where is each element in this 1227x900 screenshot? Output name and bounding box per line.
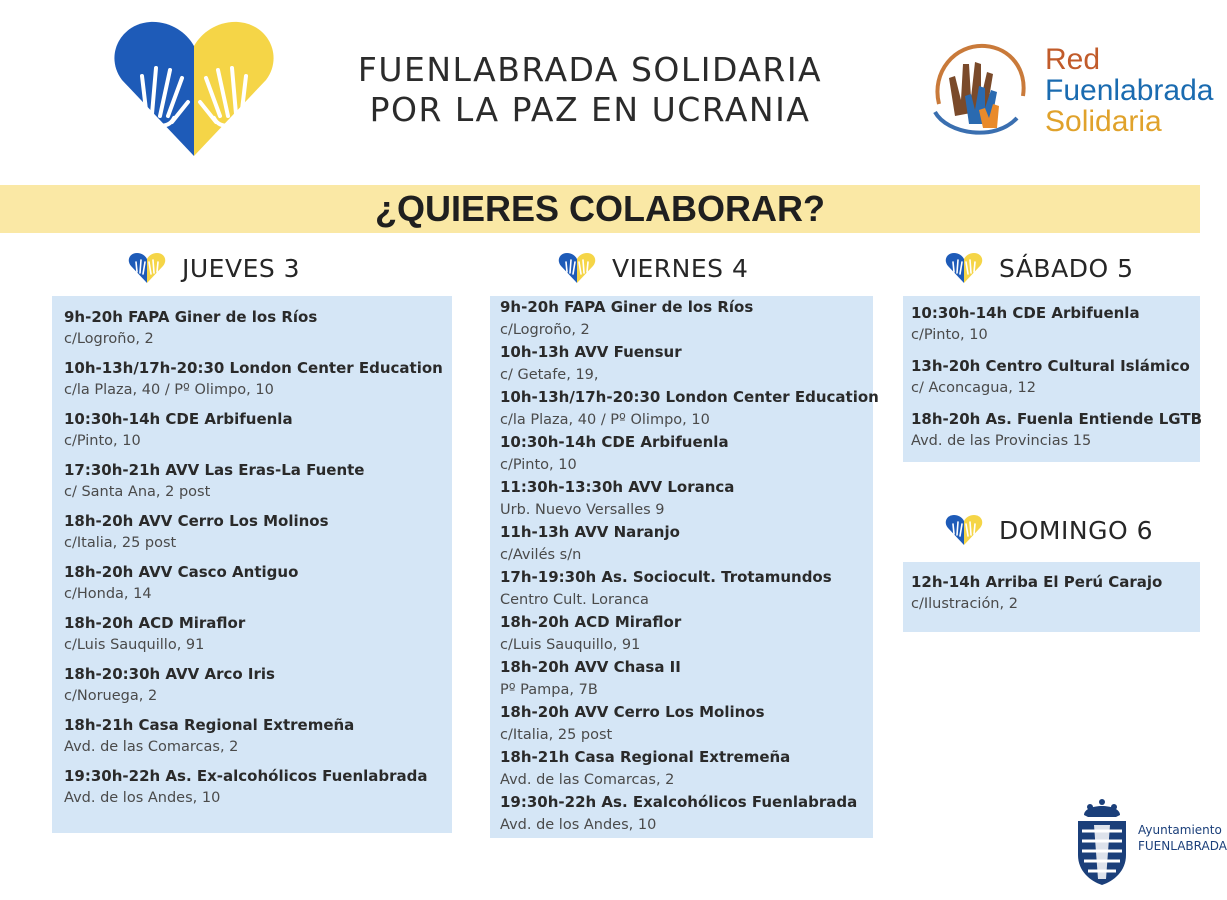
day-header-jueves [128, 250, 300, 286]
day-header-viernes [558, 250, 748, 286]
entry-address: c/la Plaza, 40 / Pº Olimpo, 10 [64, 382, 274, 398]
entry-address: Avd. de las Comarcas, 2 [500, 771, 675, 788]
entry-time-venue: 11:30h-13:30h AVV Loranca [500, 478, 735, 496]
entry-time-venue: 13h-20h Centro Cultural Islámico [911, 357, 1190, 375]
entry-time-venue: 17h-19:30h As. Sociocult. Trotamundos [500, 568, 832, 586]
schedule-panel-domingo [903, 562, 1200, 632]
schedule-entry [500, 611, 873, 656]
entry-address: Pº Pampa, 7B [500, 681, 598, 698]
red-logo-line-1: Red [1045, 43, 1101, 76]
entry-time-venue: 18h-20h AVV Casco Antiguo [64, 563, 299, 581]
entry-address: c/Logroño, 2 [64, 331, 154, 347]
schedule-entry [500, 566, 873, 611]
entry-time-venue: 18h-20h AVV Cerro Los Molinos [64, 512, 329, 530]
banner-title: ¿QUIERES COLABORAR? [375, 188, 825, 229]
ayuntamiento-line-1: Ayuntamiento [1138, 823, 1222, 837]
heart-hands-icon [128, 252, 166, 284]
day-header-sabado [945, 250, 1133, 286]
entry-address: Avd. de las Comarcas, 2 [64, 739, 239, 755]
entry-time-venue: 10h-13h AVV Fuensur [500, 343, 682, 361]
entry-time-venue: 18h-20h AVV Chasa II [500, 658, 681, 676]
schedule-entry [500, 521, 873, 566]
entry-address: c/ Aconcagua, 12 [911, 380, 1036, 396]
entry-time-venue: 18h-21h Casa Regional Extremeña [500, 748, 791, 766]
heart-hands-icon [558, 252, 596, 284]
schedule-entry [64, 612, 452, 656]
entry-time-venue: 19:30h-22h As. Ex-alcohólicos Fuenlabrada [64, 767, 428, 785]
title-line-1: FUENLABRADA SOLIDARIA [357, 50, 823, 89]
entry-address: c/Luis Sauquillo, 91 [64, 637, 205, 653]
ayuntamiento-wordmark [1138, 822, 1227, 854]
entry-address: Centro Cult. Loranca [500, 591, 649, 608]
entry-address: Urb. Nuevo Versalles 9 [500, 501, 665, 518]
entry-address: c/Pinto, 10 [911, 327, 988, 343]
ayuntamiento-crest-icon [1072, 795, 1132, 887]
entry-address: c/Luis Sauquillo, 91 [500, 636, 641, 653]
entry-time-venue: 18h-20h AVV Cerro Los Molinos [500, 703, 765, 721]
entry-address: c/Noruega, 2 [64, 688, 158, 704]
schedule-entry [64, 510, 452, 554]
heart-hands-icon [945, 252, 983, 284]
ayuntamiento-line-2: FUENLABRADA [1138, 839, 1227, 853]
entry-time-venue: 10:30h-14h CDE Arbifuenla [500, 433, 729, 451]
entry-time-venue: 18h-21h Casa Regional Extremeña [64, 716, 355, 734]
entry-address: c/Italia, 25 post [64, 535, 177, 551]
entry-address: c/Ilustración, 2 [911, 596, 1018, 612]
entry-address: c/ Getafe, 19, [500, 366, 599, 383]
day-label: JUEVES 3 [182, 253, 301, 283]
schedule-entry [500, 746, 873, 791]
entry-time-venue: 18h-20h As. Fuenla Entiende LGTB [911, 410, 1203, 428]
entry-address: c/Italia, 25 post [500, 726, 613, 743]
schedule-entry [911, 302, 1200, 346]
schedule-panel-jueves [52, 296, 452, 833]
schedule-entry [500, 476, 873, 521]
schedule-entry [64, 459, 452, 503]
schedule-entry [500, 341, 873, 386]
schedule-entry [911, 571, 1200, 615]
schedule-entry [911, 355, 1200, 399]
entry-time-venue: 19:30h-22h As. Exalcohólicos Fuenlabrada [500, 793, 858, 811]
schedule-entry [500, 386, 879, 431]
schedule-entry [911, 408, 1203, 452]
schedule-panel-sabado [903, 296, 1203, 462]
entry-address: c/Honda, 14 [64, 586, 152, 602]
entry-time-venue: 9h-20h FAPA Giner de los Ríos [500, 298, 754, 316]
red-logo-line-2: Fuenlabrada [1045, 74, 1214, 107]
entry-time-venue: 18h-20:30h AVV Arco Iris [64, 665, 275, 683]
schedule-panel-viernes [490, 296, 879, 838]
schedule-entry [64, 306, 452, 350]
red-solidaria-wordmark [1045, 44, 1213, 137]
entry-time-venue: 11h-13h AVV Naranjo [500, 523, 680, 541]
heart-hands-icon [945, 514, 983, 546]
entry-time-venue: 12h-14h Arriba El Perú Carajo [911, 573, 1163, 591]
title-line-2: POR LA PAZ EN UCRANIA [369, 90, 811, 129]
page-title [290, 50, 890, 130]
entry-time-venue: 18h-20h ACD Miraflor [500, 613, 682, 631]
day-label: DOMINGO 6 [999, 515, 1153, 545]
entry-address: c/Logroño, 2 [500, 321, 590, 338]
entry-address: c/Avilés s/n [500, 546, 582, 563]
entry-address: Avd. de los Andes, 10 [500, 816, 657, 833]
red-logo-line-3: Solidaria [1045, 105, 1162, 138]
entry-address: c/la Plaza, 40 / Pº Olimpo, 10 [500, 411, 710, 428]
entry-time-venue: 18h-20h ACD Miraflor [64, 614, 246, 632]
entry-address: c/Pinto, 10 [500, 456, 577, 473]
entry-address: c/ Santa Ana, 2 post [64, 484, 211, 500]
schedule-entry [500, 296, 873, 341]
entry-time-venue: 17:30h-21h AVV Las Eras-La Fuente [64, 461, 365, 479]
schedule-entry [64, 561, 452, 605]
schedule-entry [500, 791, 873, 836]
heart-hands-logo [112, 18, 277, 160]
entry-address: c/Pinto, 10 [64, 433, 141, 449]
schedule-entry [64, 765, 452, 809]
entry-time-venue: 10h-13h/17h-20:30 London Center Education [500, 388, 879, 406]
entry-address: Avd. de las Provincias 15 [911, 433, 1092, 449]
day-label: VIERNES 4 [612, 253, 749, 283]
schedule-entry [64, 714, 452, 758]
schedule-entry [64, 408, 452, 452]
entry-time-venue: 10:30h-14h CDE Arbifuenla [64, 410, 293, 428]
entry-address: Avd. de los Andes, 10 [64, 790, 221, 806]
red-solidaria-logo [925, 38, 1035, 140]
day-label: SÁBADO 5 [999, 253, 1134, 283]
entry-time-venue: 10h-13h/17h-20:30 London Center Education [64, 359, 443, 377]
schedule-entry [64, 663, 452, 707]
schedule-entry [500, 701, 873, 746]
entry-time-venue: 10:30h-14h CDE Arbifuenla [911, 304, 1140, 322]
schedule-entry [500, 656, 873, 701]
day-header-domingo [945, 512, 1153, 548]
entry-time-venue: 9h-20h FAPA Giner de los Ríos [64, 308, 318, 326]
schedule-entry [64, 357, 452, 401]
schedule-entry [500, 431, 873, 476]
